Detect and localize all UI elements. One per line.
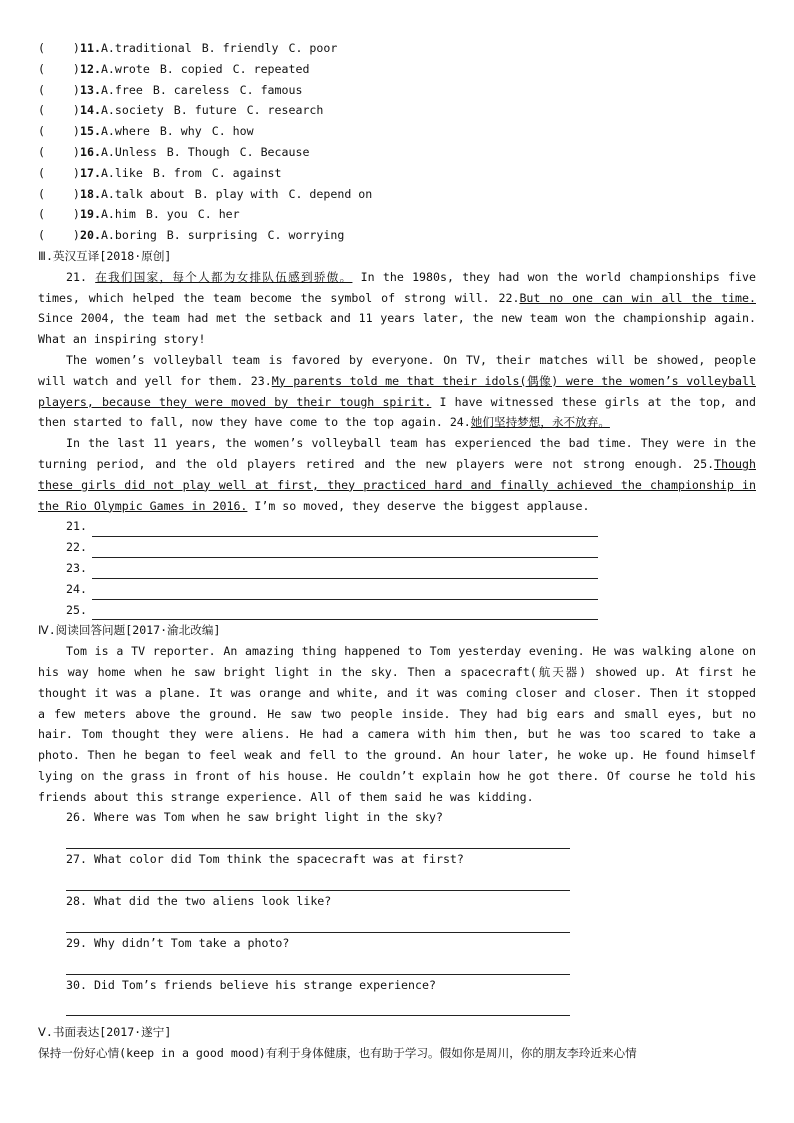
option-c: C. research (246, 103, 324, 118)
option-a: A.free (100, 82, 143, 97)
translation-paragraph-3 (38, 433, 756, 516)
question-item (38, 975, 756, 996)
answer-blank[interactable]: ( ) (38, 124, 80, 139)
option-c: C. Because (239, 144, 310, 159)
body-text: I’m so moved, they deserve the biggest applause. (247, 498, 590, 513)
option-a: A.wrote (100, 61, 150, 76)
mc-item (38, 204, 756, 225)
option-b: B. friendly (201, 41, 279, 55)
answer-line[interactable] (92, 564, 598, 579)
mc-item (38, 121, 756, 142)
option-a: A.Unless (100, 144, 157, 159)
question-text: What did the two aliens look like? (93, 894, 332, 909)
body-text: In the last 11 years, the women’s volleyball team has experienced the bad time. They were in the turning period, and the old players retired and the new players were not strong enough. (38, 436, 756, 471)
option-c: C. depend on (288, 186, 373, 201)
option-c: C. worrying (267, 228, 345, 243)
option-b: B. copied (159, 61, 223, 76)
question-number: 26. (66, 810, 87, 825)
worksheet-page (38, 38, 756, 1064)
option-c: C. poor (288, 41, 338, 55)
option-b: B. careless (152, 82, 230, 97)
answer-blank[interactable]: ( ) (38, 41, 80, 55)
multiple-choice-list (38, 38, 756, 246)
question-item (38, 891, 756, 912)
question-number: 30. (66, 977, 87, 992)
reading-questions (38, 807, 756, 1016)
section-heading-translation: Ⅲ.英汉互译[2018·原创] (38, 248, 172, 263)
answer-blank[interactable]: ( ) (38, 82, 80, 97)
translation-sentence-25: Though these girls did not play well at first, they practiced hard and finally achieved the championship in the Rio Olympic Games in 2016. (38, 456, 756, 513)
option-a: A.society (100, 103, 164, 118)
mc-item (38, 80, 756, 101)
question-number: 15. (80, 124, 101, 139)
writing-prompt: 保持一份好心情(keep in a good mood)有利于身体健康，也有助于学习。假如你是周川，你的朋友李玲近来心情 (38, 1046, 637, 1061)
answer-blank[interactable]: ( ) (38, 144, 80, 159)
answer-blank[interactable]: ( ) (38, 207, 80, 222)
mc-item (38, 184, 756, 205)
option-c: C. her (197, 207, 240, 222)
option-b: B. from (152, 165, 202, 180)
translation-sentence-21: 在我们国家，每个人都为女排队伍感到骄傲。 (95, 269, 353, 284)
translation-sentence-23: My parents told me that their idols(偶像) were the women’s volleyball players, because they were moved by their tough spirit. (38, 373, 756, 409)
option-a: A.traditional (100, 41, 192, 55)
option-b: B. surprising (166, 228, 258, 243)
mc-item (38, 59, 756, 80)
question-item (38, 849, 756, 870)
option-c: C. against (211, 165, 282, 180)
answer-blank[interactable]: ( ) (38, 165, 80, 180)
mc-item (38, 225, 756, 246)
option-a: A.talk about (100, 186, 185, 201)
question-number: 27. (66, 852, 87, 867)
option-a: A.like (100, 165, 143, 180)
answer-number: 22. (66, 540, 87, 555)
item-number-21: 21. (66, 269, 96, 284)
question-number: 19. (80, 207, 101, 222)
answer-line[interactable] (66, 870, 570, 891)
answer-blank[interactable]: ( ) (38, 61, 80, 76)
answer-line[interactable] (66, 954, 570, 975)
translation-answer-lines (38, 516, 756, 620)
mc-item (38, 100, 756, 121)
question-number: 28. (66, 894, 87, 909)
question-text: Where was Tom when he saw bright light in the sky? (93, 810, 443, 825)
translation-sentence-24: 她们坚持梦想，永不放弃。 (470, 415, 610, 430)
option-b: B. future (173, 103, 237, 118)
body-text: In the 1980s, they had won the world championships five times, which helped the team become the symbol of strong will. (38, 269, 756, 305)
option-a: A.boring (100, 228, 157, 243)
section-heading-writing: Ⅴ.书面表达[2017·遂宁] (38, 1025, 172, 1040)
question-text: What color did Tom think the spacecraft was at first? (93, 852, 464, 867)
body-text: Since 2004, the team had met the setback and 11 years later, the new team won the championship again. What an inspiring story! (38, 311, 756, 347)
item-number-24: 24. (449, 415, 471, 430)
question-number: 12. (80, 61, 101, 76)
translation-paragraph-2 (38, 350, 756, 433)
answer-row (38, 516, 756, 537)
option-a: A.where (100, 124, 150, 139)
body-text: The women’s volleyball team is favored by everyone. On TV, their matches will be showed, people will watch and yell for them. (38, 352, 756, 388)
answer-line[interactable] (66, 995, 570, 1016)
answer-line[interactable] (92, 522, 598, 537)
answer-line[interactable] (92, 543, 598, 558)
item-number-23: 23. (250, 373, 272, 388)
answer-row (38, 600, 756, 621)
translation-paragraph-1 (38, 267, 756, 350)
option-b: B. play with (194, 186, 279, 201)
option-b: B. Though (166, 144, 230, 159)
reading-passage: Tom is a TV reporter. An amazing thing happened to Tom yesterday evening. He was walking alone on his way home when he saw bright light in the sky. Then a spacecraft(航天器) showed up. At first he thought it was a plane. It was orange and white, and it was coming closer and closer. Then it stopped a few meters above the ground. He saw two people inside. They had big ears and small eyes, but no hair. Tom thought they were aliens. He had a camera with him then, but he was too scared to take a photo. Then he began to feel weak and fell to the ground. An hour later, he woke up. He found himself lying on the grass in front of his house. He couldn’t explain how he got there. Of course he told his friends about this strange experience. All of them said he was kidding. (38, 644, 756, 804)
question-item (38, 807, 756, 828)
answer-blank[interactable]: ( ) (38, 186, 80, 201)
option-b: B. why (159, 124, 202, 139)
body-text: I have witnessed these girls at the top, and then started to fall, now they have come to the top again. (38, 394, 756, 430)
answer-line[interactable] (66, 828, 570, 849)
answer-number: 25. (66, 602, 87, 617)
answer-number: 23. (66, 560, 87, 575)
question-number: 17. (80, 165, 101, 180)
item-number-22: 22. (498, 290, 520, 305)
section-heading-reading: Ⅳ.阅读回答问题[2017·渝北改编] (38, 623, 221, 638)
question-number: 20. (80, 228, 101, 243)
answer-row (38, 558, 756, 579)
option-c: C. famous (239, 82, 303, 97)
question-item (38, 933, 756, 954)
answer-line[interactable] (92, 585, 598, 600)
answer-blank[interactable]: ( ) (38, 228, 80, 243)
mc-item (38, 142, 756, 163)
answer-number: 21. (66, 519, 87, 534)
option-b: B. you (145, 207, 188, 222)
question-number: 13. (80, 82, 101, 97)
question-number: 11. (80, 41, 101, 55)
answer-row (38, 579, 756, 600)
answer-blank[interactable]: ( ) (38, 103, 80, 118)
answer-line[interactable] (66, 912, 570, 933)
translation-sentence-22: But no one can win all the time. (519, 290, 756, 305)
mc-item (38, 38, 756, 59)
question-number: 16. (80, 144, 101, 159)
answer-row (38, 537, 756, 558)
option-c: C. how (211, 124, 254, 139)
mc-item (38, 163, 756, 184)
question-number: 29. (66, 935, 87, 950)
question-text: Did Tom’s friends believe his strange experience? (93, 977, 436, 992)
item-number-25: 25. (693, 456, 715, 471)
answer-line[interactable] (92, 605, 598, 620)
option-c: C. repeated (232, 61, 310, 76)
question-number: 18. (80, 186, 101, 201)
option-a: A.him (100, 207, 136, 222)
answer-number: 24. (66, 581, 87, 596)
question-number: 14. (80, 103, 101, 118)
question-text: Why didn’t Tom take a photo? (93, 935, 290, 950)
